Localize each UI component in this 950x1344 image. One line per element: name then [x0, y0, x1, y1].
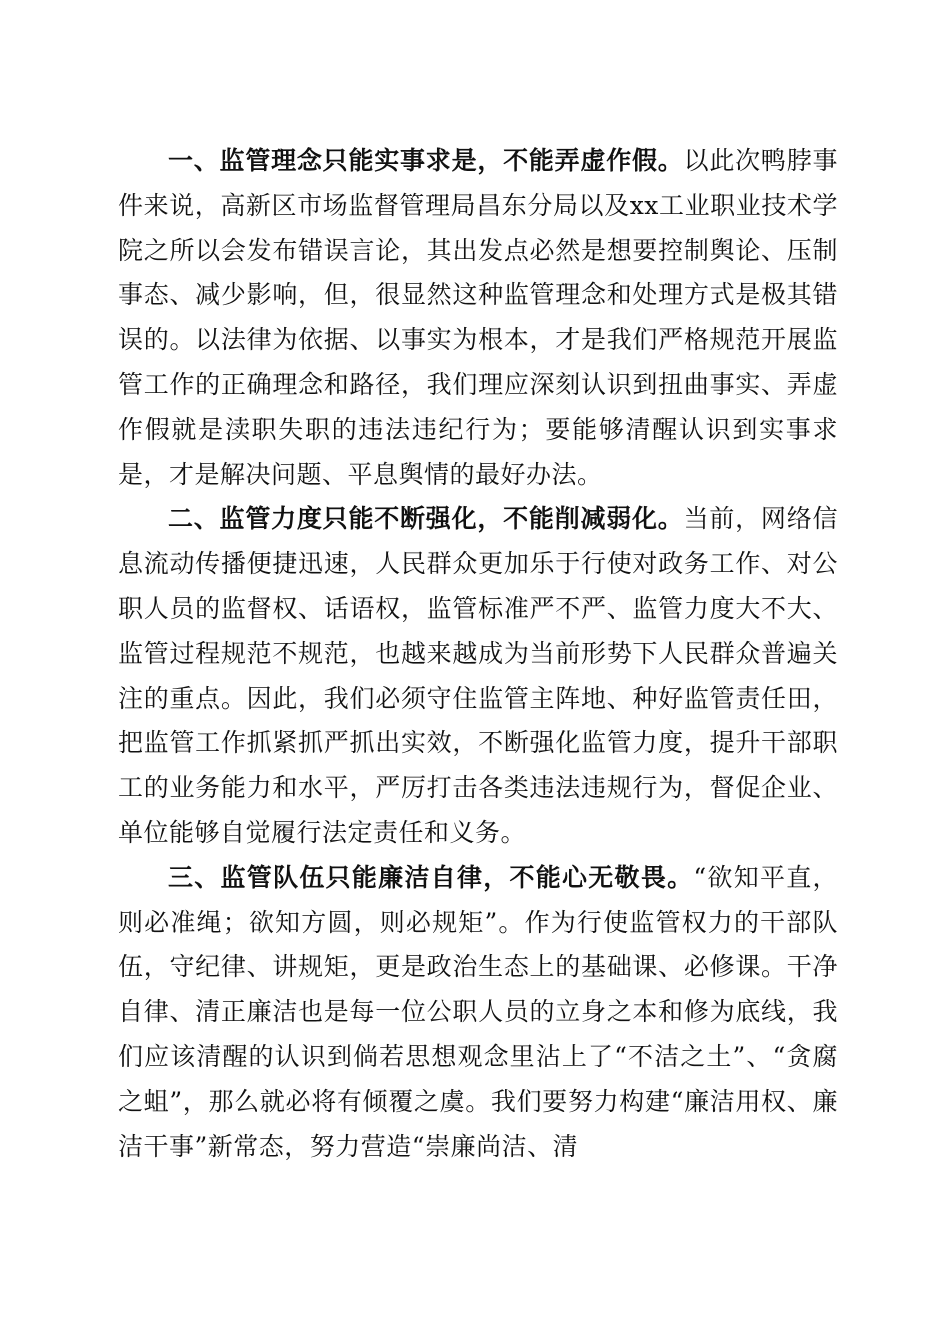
paragraph-1	[118, 139, 838, 497]
document-body	[118, 139, 838, 1169]
paragraph-3-heading: 三、监管队伍只能廉洁自律，不能心无敬畏。	[168, 862, 694, 892]
paragraph-3-text: “欲知平直，则必准绳；欲知方圆，则必规矩”。作为行使监管权力的干部队伍，守纪律、讲规矩，更是政治生态上的基础课、必修课。干净自律、清正廉洁也是每一位公职人员的立身之本和修为底线，我们应该清醒的认识到倘若思想观念里沾上了“不洁之土”、“贪腐之蛆”，那么就必将有倾覆之虞。我们要努力构建“廉洁用权、廉洁干事”新常态，努力营造“崇廉尚洁、清	[118, 862, 838, 1161]
paragraph-3	[118, 856, 838, 1170]
paragraph-1-heading: 一、监管理念只能实事求是，不能弄虚作假。	[168, 146, 684, 175]
paragraph-1-text: 以此次鸭脖事件来说，高新区市场监督管理局昌东分局以及xx工业职业技术学院之所以会发布错误言论，其出发点必然是想要控制舆论、压制事态、减少影响，但，很显然这种监管理念和处理方式是极其错误的。以法律为依据、以事实为根本，才是我们严格规范开展监管工作的正确理念和路径，我们理应深刻认识到扭曲事实、弄虚作假就是渎职失职的违法违纪行为；要能够清醒认识到实事求是，才是解决问题、平息舆情的最好办法。	[118, 146, 838, 489]
paragraph-2-heading: 二、监管力度只能不断强化，不能削减弱化。	[168, 504, 684, 534]
paragraph-2-text: 当前，网络信息流动传播便捷迅速，人民群众更加乐于行使对政务工作、对公职人员的监督权、话语权，监管标准严不严、监管力度大不大、监管过程规范不规范，也越来越成为当前形势下人民群众普遍关注的重点。因此，我们必须守住监管主阵地、种好监管责任田，把监管工作抓紧抓严抓出实效，不断强化监管力度，提升干部职工的业务能力和水平，严厉打击各类违法违规行为，督促企业、单位能够自觉履行法定责任和义务。	[118, 504, 838, 847]
paragraph-2	[118, 497, 838, 855]
